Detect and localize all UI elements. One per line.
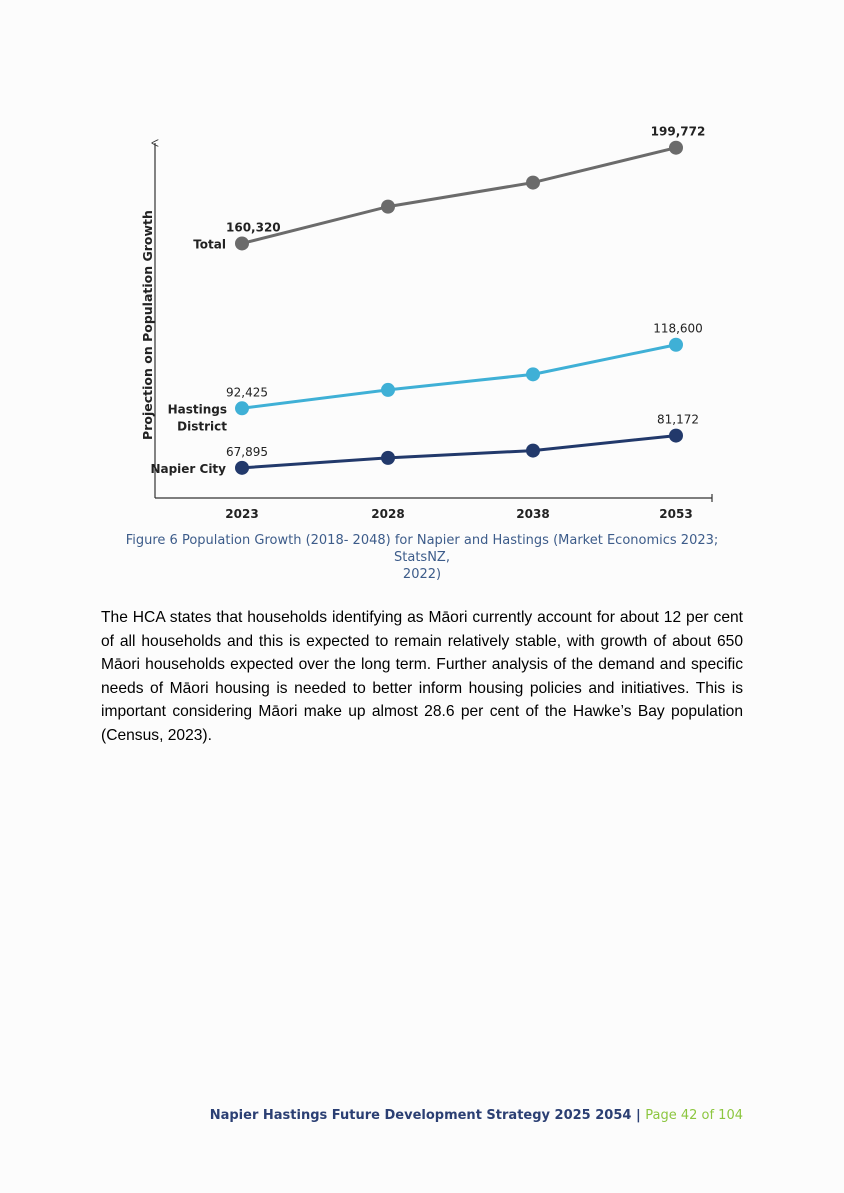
data-point-napier-city-2053 bbox=[669, 429, 683, 443]
figure-caption-line2: 2022) bbox=[402, 567, 442, 582]
y-axis-label: Projection on Population Growth bbox=[140, 210, 155, 440]
data-point-napier-city-2028 bbox=[381, 451, 395, 465]
series-name-hastings-district-line2: District bbox=[177, 419, 227, 434]
data-point-hastings-district-2023 bbox=[235, 401, 249, 415]
data-label-total-start: 160,320 bbox=[226, 220, 281, 235]
series-name-hastings-district-line1: Hastings bbox=[167, 402, 227, 417]
series-name-total: Total bbox=[193, 237, 226, 252]
series-name-napier-city: Napier City bbox=[150, 461, 226, 476]
series-line-napier-city bbox=[242, 436, 676, 468]
data-point-total-2053 bbox=[669, 141, 683, 155]
data-label-hastings-district-end: 118,600 bbox=[653, 321, 703, 336]
data-label-napier-city-start: 67,895 bbox=[226, 444, 268, 459]
body-paragraph: The HCA states that households identifying as Māori currently account for about 12 per cent of all households and this is expected to remain relatively stable, with growth of about 650 Māori households expected over the long term. Further analysis of the demand and specific needs of Māori housing is needed to better inform housing policies and initiatives. This is important considering Māori make up almost 28.6 per cent of the Hawke’s Bay population (Census, 2023). bbox=[101, 609, 743, 744]
data-point-total-2023 bbox=[235, 236, 249, 250]
page-footer bbox=[210, 1108, 743, 1123]
data-label-total-end: 199,772 bbox=[650, 124, 706, 139]
x-tick-label-2053: 2053 bbox=[659, 507, 693, 521]
x-tick-label-2023: 2023 bbox=[225, 507, 259, 521]
footer-page-number: Page 42 of 104 bbox=[645, 1108, 743, 1123]
data-point-hastings-district-2028 bbox=[381, 383, 395, 397]
data-point-total-2038 bbox=[526, 176, 540, 190]
footer-title: Napier Hastings Future Development Strategy 2025 2054 bbox=[209, 1108, 632, 1123]
data-point-napier-city-2038 bbox=[526, 444, 540, 458]
data-point-hastings-district-2038 bbox=[526, 367, 540, 381]
figure-caption-line1: Figure 6 Population Growth (2018- 2048) for Napier and Hastings (Market Economics 2023; StatsNZ, bbox=[125, 533, 719, 565]
x-tick-label-2028: 2028 bbox=[371, 507, 405, 521]
series-line-hastings-district bbox=[242, 345, 676, 409]
series-line-total bbox=[242, 148, 676, 244]
figure-caption bbox=[96, 532, 748, 583]
data-label-hastings-district-start: 92,425 bbox=[226, 385, 268, 400]
x-tick-label-2038: 2038 bbox=[516, 507, 550, 521]
footer-separator: | bbox=[635, 1108, 641, 1123]
population-growth-chart bbox=[120, 105, 730, 525]
data-point-total-2028 bbox=[381, 200, 395, 214]
data-point-napier-city-2023 bbox=[235, 461, 249, 475]
data-point-hastings-district-2053 bbox=[669, 338, 683, 352]
data-label-napier-city-end: 81,172 bbox=[657, 412, 699, 427]
